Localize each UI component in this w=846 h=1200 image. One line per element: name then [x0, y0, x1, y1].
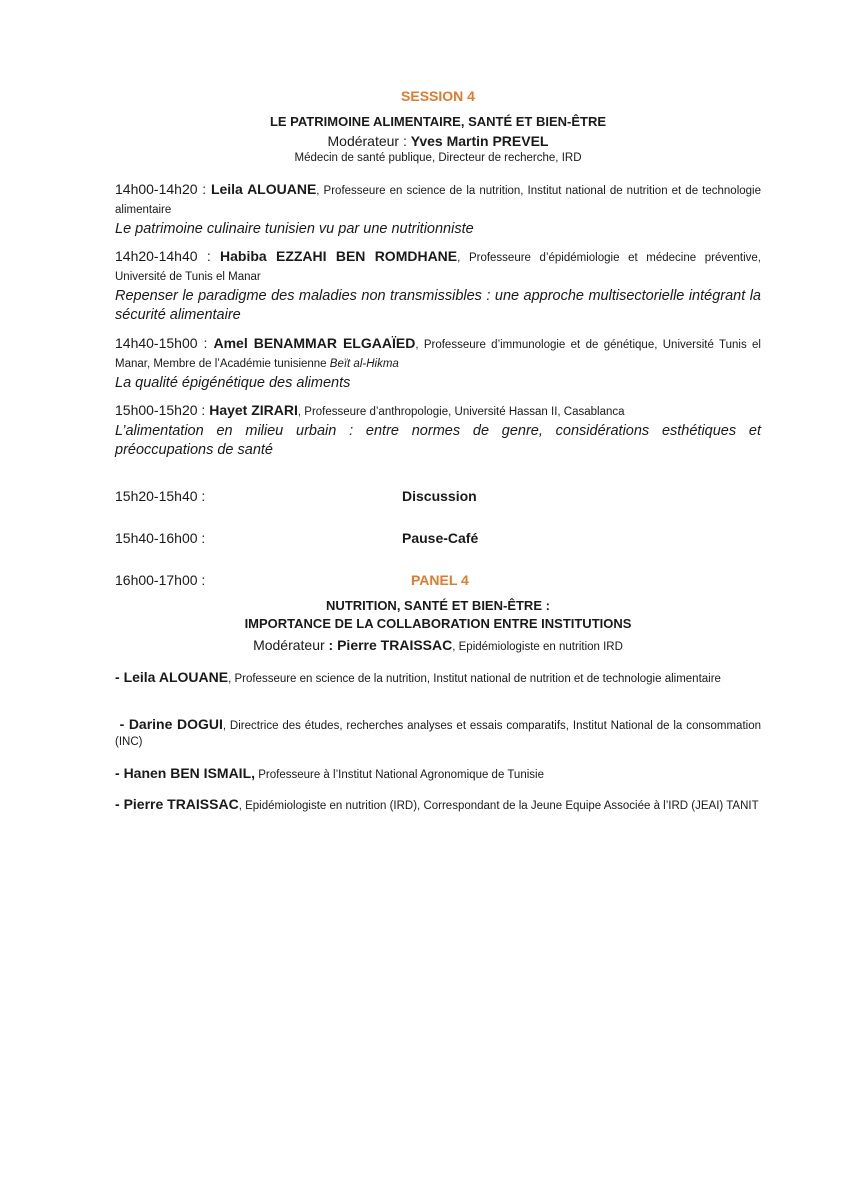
- member-name: Hanen BEN ISMAIL,: [123, 765, 256, 781]
- schedule-time: 15h40-16h00 :: [115, 530, 206, 546]
- panel-moderator: [115, 637, 761, 653]
- talk-time: 14h00-14h20 :: [115, 181, 211, 197]
- talk-time: 14h40-15h00 :: [115, 335, 214, 351]
- panel-title-line2: IMPORTANCE DE LA COLLABORATION ENTRE INSTITUTIONS: [244, 616, 632, 631]
- speaker-affiliation: , Professeure d’épidémiologie et médecine préventive, Université de Tunis el Manar: [115, 252, 761, 283]
- speaker-name: Leila ALOUANE: [210, 181, 317, 197]
- panel-member: [115, 669, 761, 687]
- speaker-name: Hayet ZIRARI: [209, 402, 298, 418]
- schedule-label: Pause-Café: [402, 530, 479, 546]
- member-dash: -: [115, 765, 124, 781]
- talk-item: [115, 335, 761, 393]
- schedule-label: Discussion: [402, 488, 477, 504]
- speaker-affiliation: , Professeure d’anthropologie, Université Hassan II, Casablanca: [297, 406, 625, 418]
- member-dash: -: [115, 796, 124, 812]
- panel-title-line1: NUTRITION, SANTÉ ET BIEN-ÊTRE :: [326, 598, 550, 613]
- panel-label: PANEL 4: [411, 572, 469, 588]
- schedule-time: 15h20-15h40 :: [115, 488, 206, 504]
- session-label: SESSION 4: [401, 88, 475, 104]
- panel-member: [115, 765, 761, 783]
- schedule-time: 16h00-17h00 :: [115, 572, 206, 588]
- talk-time: 15h00-15h20 :: [115, 402, 210, 418]
- member-desc: , Professeure en science de la nutrition, Institut national de nutrition et de technologie alimentaire: [228, 673, 721, 685]
- member-dash: -: [115, 716, 129, 732]
- member-name: Darine DOGUI: [128, 716, 223, 732]
- panel-title: [115, 597, 761, 633]
- academy-name: Beït al-Hikma: [329, 358, 399, 370]
- member-desc: Professeure à l’Institut National Agronomique de Tunisie: [255, 769, 544, 781]
- member-desc: , Directrice des études, recherches analyses et essais comparatifs, Institut National de la consommation (INC): [115, 720, 761, 748]
- session-title: LE PATRIMOINE ALIMENTAIRE, SANTÉ ET BIEN-ÊTRE: [269, 114, 607, 129]
- talk-item: [115, 181, 761, 239]
- speaker-affiliation: , Professeure d’immunologie et de génétique, Université Tunis el Manar, Membre de l’Académie tunisienne: [115, 339, 761, 370]
- talk-item: [115, 248, 761, 325]
- member-dash: -: [115, 669, 124, 685]
- moderator-title: Médecin de santé publique, Directeur de recherche, IRD: [294, 152, 582, 164]
- speaker-name: Habiba EZZAHI BEN ROMDHANE: [220, 248, 458, 264]
- talk-time: 14h20-14h40 :: [115, 248, 221, 264]
- talk-title: Repenser le paradigme des maladies non transmissibles : une approche multisectorielle intégrant la sécurité alimentaire: [115, 288, 761, 323]
- speaker-affiliation: , Professeure en science de la nutrition, Institut national de nutrition et de technologie alimentaire: [115, 185, 761, 216]
- panel-moderator-title: , Epidémiologiste en nutrition IRD: [452, 641, 623, 653]
- moderator-name: Yves Martin PREVEL: [410, 133, 549, 149]
- panel-member: [115, 716, 761, 750]
- panel-moderator-name: : Pierre TRAISSAC: [328, 637, 453, 653]
- panel-member: [115, 796, 761, 814]
- talk-title: Le patrimoine culinaire tunisien vu par une nutritionniste: [115, 221, 474, 237]
- member-name: Leila ALOUANE: [123, 669, 229, 685]
- moderator-prefix: Modérateur :: [327, 133, 411, 149]
- talk-title: L’alimentation en milieu urbain : entre normes de genre, considérations esthétiques et préoccupations de santé: [115, 423, 761, 458]
- talk-item: [115, 402, 761, 460]
- member-desc: , Epidémiologiste en nutrition (IRD), Correspondant de la Jeune Equipe Associée à l’IRD (JEAI) TANIT: [238, 800, 759, 812]
- session-moderator: [115, 133, 761, 149]
- talk-title: La qualité épigénétique des aliments: [115, 375, 351, 391]
- speaker-name: Amel BENAMMAR ELGAAÏED: [213, 335, 416, 351]
- member-name: Pierre TRAISSAC: [123, 796, 239, 812]
- panel-moderator-prefix: Modérateur: [253, 637, 329, 653]
